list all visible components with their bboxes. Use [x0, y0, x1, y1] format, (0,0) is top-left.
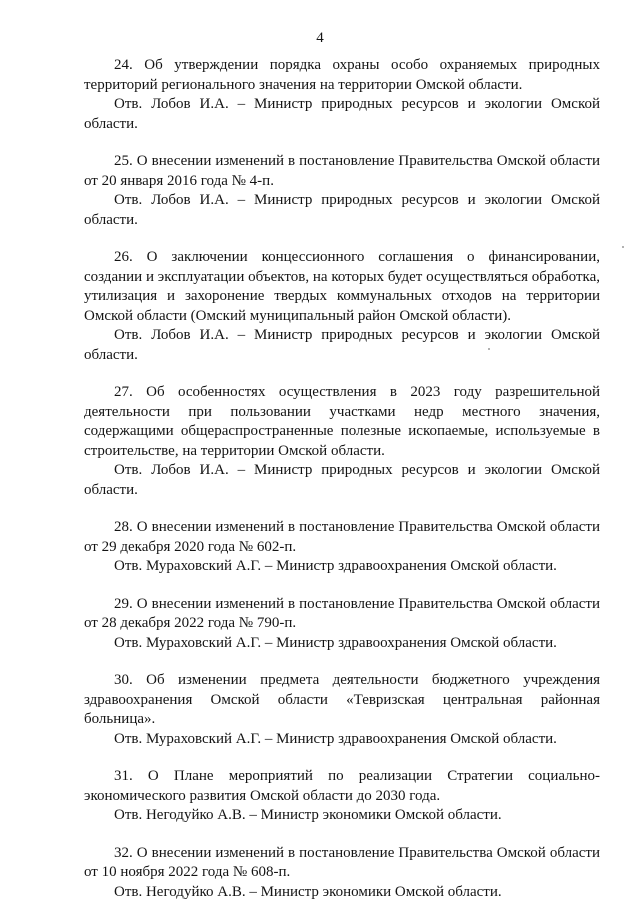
agenda-item-text: 31. О Плане мероприятий по реализации Стратегии социально-экономического развития Омской области до 2030 года.	[84, 768, 600, 804]
agenda-item-27	[84, 383, 600, 500]
agenda-item-text: 32. О внесении изменений в постановление Правительства Омской области от 10 ноября 2022 года № 608-п.	[84, 844, 600, 880]
agenda-item-responsible: Отв. Лобов И.А. – Министр природных ресурсов и экологии Омской области.	[84, 327, 600, 363]
agenda-item-24	[84, 56, 600, 134]
agenda-item-text: 28. О внесении изменений в постановление Правительства Омской области от 29 декабря 2020 года № 602-п.	[84, 519, 600, 555]
agenda-item-31	[84, 767, 600, 826]
agenda-item-text: 25. О внесении изменений в постановление Правительства Омской области от 20 января 2016 года № 4-п.	[84, 153, 600, 189]
agenda-item-text: 26. О заключении концессионного соглашения о финансировании, создании и эксплуатации объектов, на которых будет осуществляться обработка, утилизация и захоронение твердых коммунальных отходов на территории Омской области (Омский муниципальный район Омской области).	[84, 249, 600, 324]
scan-speck	[622, 246, 624, 248]
agenda-item-responsible: Отв. Мураховский А.Г. – Министр здравоохранения Омской области.	[114, 634, 557, 651]
agenda-item-responsible: Отв. Мураховский А.Г. – Министр здравоохранения Омской области.	[114, 730, 557, 747]
agenda-item-26	[84, 248, 600, 365]
agenda-item-text: 24. Об утверждении порядка охраны особо охраняемых природных территорий регионального значения на территории Омской области.	[84, 57, 600, 93]
agenda-item-responsible: Отв. Лобов И.А. – Министр природных ресурсов и экологии Омской области.	[84, 192, 600, 228]
agenda-item-30	[84, 671, 600, 749]
scan-speck	[488, 348, 490, 350]
agenda-item-responsible: Отв. Негодуйко А.В. – Министр экономики Омской области.	[114, 807, 502, 823]
agenda-item-text: 27. Об особенностях осуществления в 2023 году разрешительной деятельности при пользовании участками недр местного значения, содержащими общераспространенные полезные ископаемые, используемые в строительстве, на территории Омской области.	[84, 384, 600, 459]
agenda-list	[84, 56, 600, 920]
agenda-item-25	[84, 152, 600, 230]
agenda-item-responsible: Отв. Лобов И.А. – Министр природных ресурсов и экологии Омской области.	[84, 96, 600, 132]
agenda-item-29	[84, 595, 600, 654]
agenda-item-responsible: Отв. Мураховский А.Г. – Министр здравоохранения Омской области.	[114, 558, 557, 574]
agenda-item-text: 30. Об изменении предмета деятельности бюджетного учреждения здравоохранения Омской области «Тевризская центральная районная больница».	[84, 672, 600, 727]
agenda-item-text: 29. О внесении изменений в постановление Правительства Омской области от 28 декабря 2022 года № 790-п.	[84, 595, 600, 631]
agenda-item-responsible: Отв. Лобов И.А. – Министр природных ресурсов и экологии Омской области.	[84, 462, 600, 498]
page-number: 4	[316, 30, 324, 46]
agenda-item-28	[84, 518, 600, 577]
agenda-item-responsible: Отв. Негодуйко А.В. – Министр экономики Омской области.	[114, 883, 502, 900]
agenda-item-32	[84, 844, 600, 903]
